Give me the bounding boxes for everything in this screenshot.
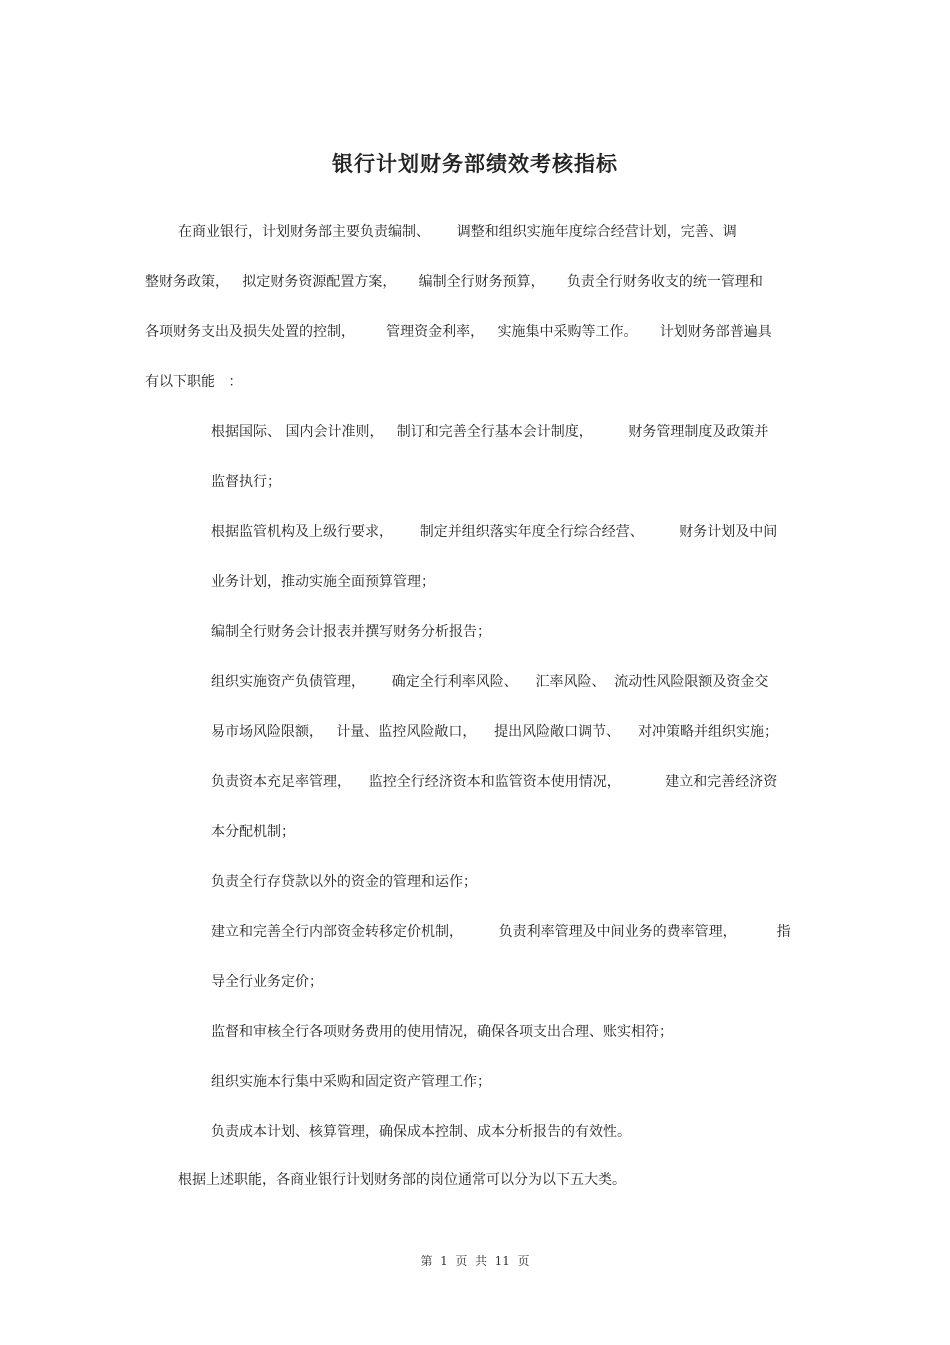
duty-line: 业务计划，推动实施全面预算管理； bbox=[211, 574, 435, 590]
duty-line: 监督和审核全行各项财务费用的使用情况，确保各项支出合理、账实相符； bbox=[211, 1024, 673, 1040]
duty-line: 组织实施本行集中采购和固定资产管理工作； bbox=[211, 1074, 491, 1090]
closing-line: 根据上述职能，各商业银行计划财务部的岗位通常可以分为以下五大类。 bbox=[178, 1172, 626, 1188]
duty-line: 编制全行财务会计报表并撰写财务分析报告； bbox=[211, 624, 491, 640]
duty-line: 负责资本充足率管理， 监控全行经济资本和监管资本使用情况， 建立和完善经济资 bbox=[211, 774, 778, 790]
intro-line: 各项财务支出及损失处置的控制， 管理资金利率， 实施集中采购等工作。 计划财务部普遍具 bbox=[145, 324, 772, 340]
duty-line: 易市场风险限额， 计量、监控风险敞口， 提出风险敞口调节、 对冲策略并组织实施； bbox=[211, 724, 778, 740]
duty-line: 负责全行存贷款以外的资金的管理和运作； bbox=[211, 874, 477, 890]
intro-line: 整财务政策， 拟定财务资源配置方案， 编制全行财务预算， 负责全行财务收支的统一管理和 bbox=[145, 274, 763, 290]
duty-line: 根据监管机构及上级行要求， 制定并组织落实年度全行综合经营、 财务计划及中间 bbox=[211, 524, 778, 540]
duty-line: 组织实施资产负债管理， 确定全行利率风险、 汇率风险、 流动性风险限额及资金交 bbox=[211, 674, 769, 690]
duty-line: 监督执行； bbox=[211, 474, 281, 490]
page-footer: 第 1 页 共 11 页 bbox=[420, 1254, 530, 1268]
duty-line: 导全行业务定价； bbox=[211, 974, 323, 990]
intro-line: 在商业银行，计划财务部主要负责编制、 调整和组织实施年度综合经营计划，完善、调 bbox=[178, 224, 737, 240]
duty-line: 建立和完善全行内部资金转移定价机制， 负责利率管理及中间业务的费率管理， 指 bbox=[211, 924, 791, 940]
intro-line: 有以下职能 ： bbox=[145, 374, 243, 390]
duty-line: 负责成本计划、核算管理，确保成本控制、成本分析报告的有效性。 bbox=[211, 1124, 631, 1140]
document-title: 银行计划财务部绩效考核指标 bbox=[332, 151, 618, 176]
duty-line: 根据国际、 国内会计准则， 制订和完善全行基本会计制度， 财务管理制度及政策并 bbox=[211, 424, 769, 440]
duty-line: 本分配机制； bbox=[211, 824, 295, 840]
